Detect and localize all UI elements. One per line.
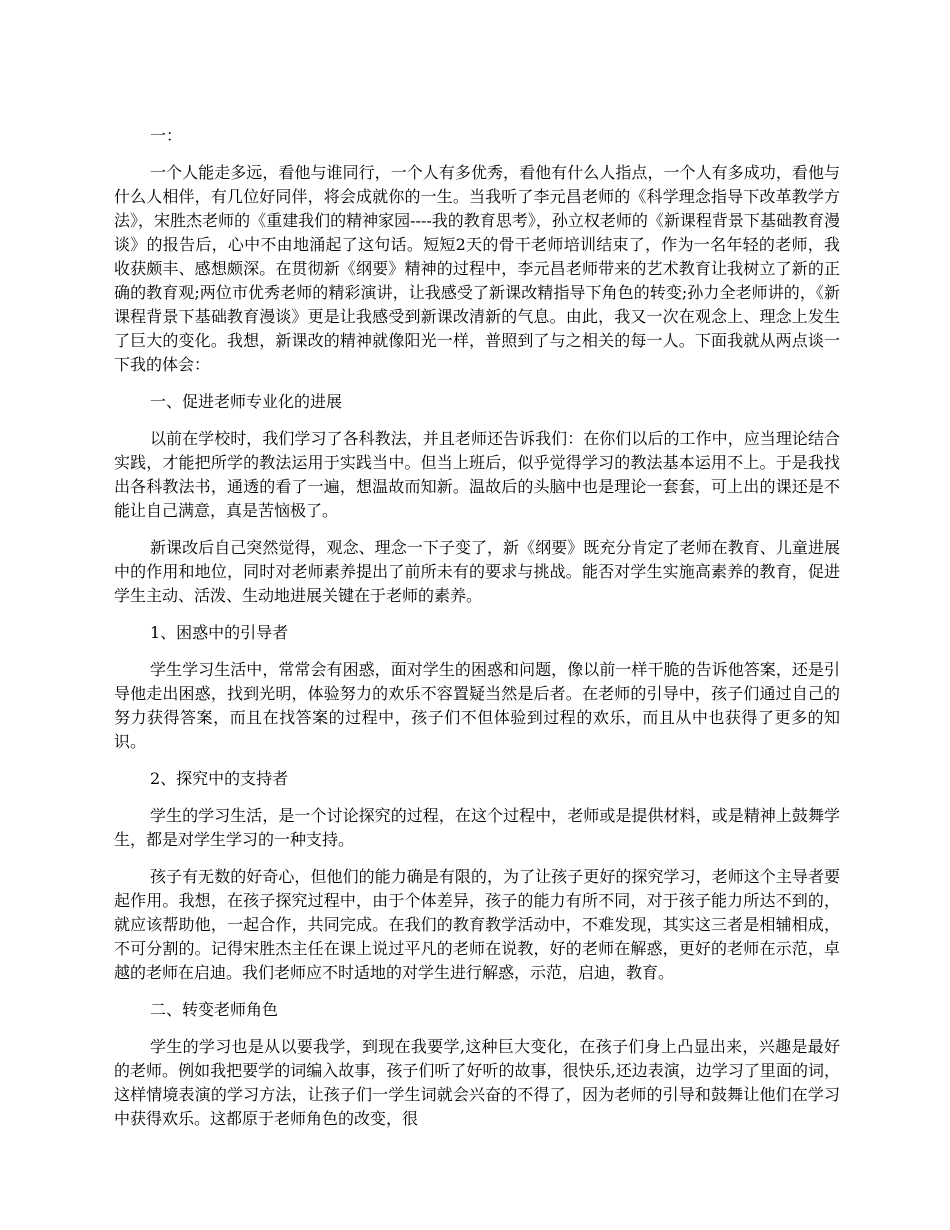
document-page	[114, 124, 840, 1144]
heading-section-2: 二、转变老师角色	[150, 1000, 279, 1019]
paragraph-past-study: 以前在学校时，我们学习了各科教法，并且老师还告诉我们：在你们以后的工作中，应当理论结合实践，才能把所学的教法运用于实践当中。但当上班后，似乎觉得学习的教法基本运用不上。于是我找出各科教法书，通透的看了一遍，想温故而知新。温故后的头脑中也是理论一套套，可上出的课还是不能让自己满意，真是苦恼极了。	[114, 429, 840, 520]
heading-guide: 1、困惑中的引导者	[150, 623, 289, 642]
section-intro-label: 一：	[150, 126, 183, 145]
paragraph-guide: 学生学习生活中，常常会有困惑，面对学生的困惑和问题，像以前一样干脆的告诉他答案，还是引导他走出困惑，找到光明，体验努力的欢乐不容置疑当然是后者。在老师的引导中，孩子们通过自己的努力获得答案，而且在找答案的过程中，孩子们不但体验到过程的欢乐，而且从中也获得了更多的知识。	[114, 660, 840, 751]
paragraph-new-curriculum: 新课改后自己突然觉得，观念、理念一下子变了，新《纲要》既充分肯定了老师在教育、儿童进展中的作用和地位，同时对老师素养提出了前所未有的要求与挑战。能否对学生实施高素养的教育，促进学生主动、活泼、生动地进展关键在于老师的素养。	[114, 538, 840, 605]
paragraph-intro: 一个人能走多远，看他与谁同行，一个人有多优秀，看他有什么人指点，一个人有多成功，看他与什么人相伴，有几位好同伴，将会成就你的一生。当我听了李元昌老师的《科学理念指导下改革教学方法》，宋胜杰老师的《重建我们的精神家园----我的教育思考》，孙立权老师的《新课程背景下基础教育漫谈》的报告后，心中不由地涌起了这句话。短短2天的骨干老师培训结束了，作为一名年轻的老师，我收获颇丰、感想颇深。在贯彻新《纲要》精神的过程中，李元昌老师带来的艺术教育让我树立了新的正确的教育观;两位市优秀老师的精彩演讲，让我感受了新课改精指导下角色的转变;孙力全老师讲的，《新课程背景下基础教育漫谈》更是让我感受到新课改清新的气息。由此，我又一次在观念上、理念上发生了巨大的变化。我想，新课改的精神就像阳光一样，普照到了与之相关的每一人。下面我就从两点谈一下我的体会：	[114, 163, 840, 374]
heading-section-1: 一、促进老师专业化的进展	[150, 392, 343, 411]
paragraph-curiosity: 孩子有无数的好奇心，但他们的能力确是有限的，为了让孩子更好的探究学习，老师这个主导者要起作用。我想，在孩子探究过程中，由于个体差异，孩子的能力有所不同，对于孩子能力所达不到的，就应该帮助他，一起合作，共同完成。在我们的教育教学活动中，不难发现，其实这三者是相辅相成，不可分割的。记得宋胜杰主任在课上说过平凡的老师在说教，好的老师在解惑，更好的老师在示范，卓越的老师在启迪。我们老师应不时适地的对学生进行解惑，示范，启迪，教育。	[114, 867, 840, 982]
paragraph-role-change: 学生的学习也是从以要我学，到现在我要学,这种巨大变化，在孩子们身上凸显出来，兴趣是最好的老师。例如我把要学的词编入故事，孩子们听了好听的故事，很快乐,还边表演，边学习了里面的词，这样情境表演的学习方法，让孩子们一学生词就会兴奋的不得了，因为老师的引导和鼓舞让他们在学习中获得欢乐。这都原于老师角色的改变，很	[114, 1037, 840, 1128]
paragraph-supporter: 学生的学习生活，是一个讨论探究的过程，在这个过程中，老师或是提供材料，或是精神上鼓舞学生，都是对学生学习的一种支持。	[114, 806, 840, 849]
heading-supporter: 2、探究中的支持者	[150, 769, 289, 788]
